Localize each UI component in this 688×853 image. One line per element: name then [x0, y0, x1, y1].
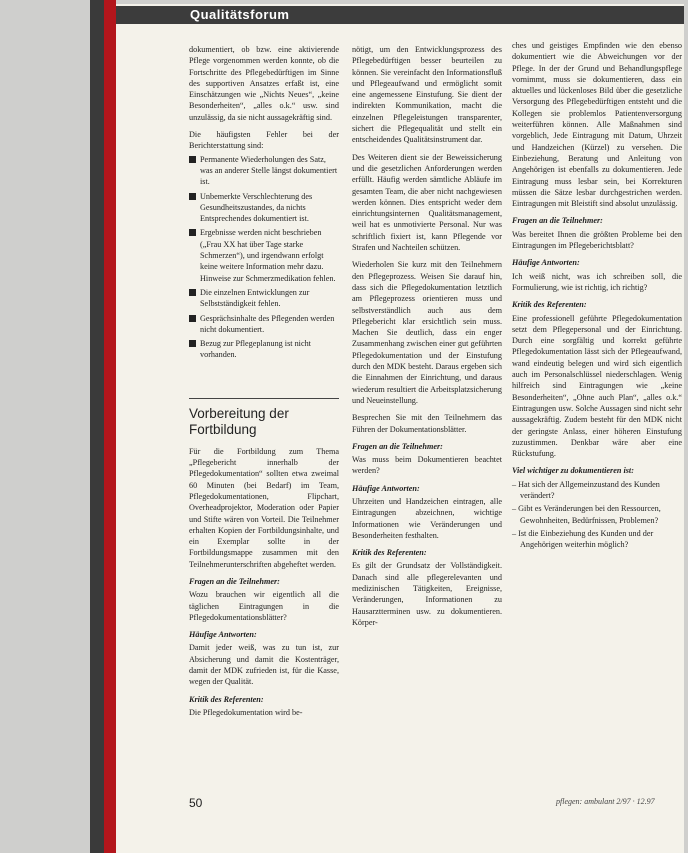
red-margin-bar	[104, 0, 116, 853]
critique-label: Kritik des Referenten:	[512, 300, 587, 310]
paragraph: Ich weiß nicht, was ich schreiben soll, die Formulierung, wie ist richtig, ich richtig?	[512, 271, 682, 292]
square-bullet-icon	[189, 193, 196, 200]
square-bullet-icon	[189, 229, 196, 236]
list-item: – Gibt es Veränderungen bei den Ressourcen, Gewohnheiten, Bedürfnissen, Problemen?	[512, 504, 661, 525]
section-header-bar	[116, 6, 684, 24]
square-bullet-icon	[189, 340, 196, 347]
column-2	[352, 44, 502, 634]
paragraph: Die Pflegedokumentation wird be-	[189, 707, 303, 717]
bullet-item: Gesprächsinhalte des Pflegenden werden nicht dokumentiert.	[189, 313, 339, 336]
list-item: – Ist die Einbeziehung des Kunden und der Angehörigen weiterhin möglich?	[512, 528, 654, 550]
section-heading: Vorbereitung der Fortbildung	[189, 405, 289, 437]
divider	[189, 398, 339, 399]
column-1	[189, 44, 339, 724]
paragraph: Wiederholen Sie kurz mit den Teilnehmern den Pflegeprozess. Weisen Sie darauf hin, dass sich die Pflegedokumentation letztlich am Pflegeprozess orientieren muss und selbstverständlich auch aus dem Pflegebericht klar ersichtlich sein muss. Machen Sie deutlich, dass ein enger Zusammenhang zwischen einer gut geführten Pflegedokumentation und der Einstufung durch den MDK besteht. Daraus ergeben sich die Einnahmen der Einrichtung, und daraus wiederum resultiert die Arbeitsplatzsicherung und Neueinstellung.	[352, 260, 502, 405]
answers-label: Häufige Antworten:	[512, 258, 580, 268]
bullet-item: Unbemerkte Verschlechterung des Gesundheitszustandes, da nichts Entsprechendes dokumentiert ist.	[189, 191, 339, 225]
paragraph: Es gilt der Grundsatz der Vollständigkeit. Danach sind alle pflegerelevanten und medizinischen Tätigkeiten, Ereignisse, Veränderungen, Informationen zu Hausarztterminen usw. zu dokumentieren. Körper-	[352, 561, 502, 627]
square-bullet-icon	[189, 156, 196, 163]
paragraph: Wozu brauchen wir eigentlich all die täglichen Eintragungen in die Pflegedokumentationsblätter?	[189, 590, 339, 622]
paragraph: Für die Fortbildung zum Thema „Pflegebericht innerhalb der Pflegedokumentation“ sollten etwa zweimal 60 Minuten (bei Bedarf) im Team, Pflegedokumentationen, Flipchart, Overheadprojektor, Moderation oder Papier und Stifte wären von Vorteil. Die Teilnehmer erhalten Kopien der Fortbildungsinhalte, und ein Exemplar sollte in der Fortbildungsmappe zusammen mit den Teilnehmerunterschriften abgeheftet werden.	[189, 446, 339, 569]
footer-citation: pflegen: ambulant 2/97 · 12.97	[556, 797, 655, 806]
square-bullet-icon	[189, 315, 196, 322]
paragraph: nötigt, um den Entwicklungsprozess des Pflegebedürftigen besser beurteilen zu können. Sie vereinfacht den Informationsfluß und Pflegeaufwand und ermöglicht somit eine angemessene Einstufung. Sie dient der indirekten Kommunikation, macht die einzelnen Pflegeleistungen transparenter, sichert die Pflegequalität und stellt ein entscheidendes Qualitätsinstrument dar.	[352, 45, 502, 145]
paragraph: Die häufigsten Fehler bei der Berichterstattung sind:	[189, 130, 339, 151]
paragraph: Des Weiteren dient sie der Beweissicherung und die gesetzlichen Anforderungen werden erfüllt. Häufig werden sämtliche Abläufe im gesamten Team, die aber nicht nachgewiesen werden können. Dies entspricht weder dem einrichtungsinternen Qualitätsmanagement, weil hat es unmotivierte Personal. Nur was schriftlich fixiert ist, kann Pflegende vor Strafen und Nachteilen schützen.	[352, 152, 502, 253]
bullet-item: Ergebnisse werden nicht beschrieben („Frau XX hat über Tage starke Schmerzen“), und irgendwann erfolgt keine weitere Information mehr dazu. Hinweise zur Schmerzmedikation fehlen.	[189, 227, 339, 283]
paragraph: dokumentiert, ob bzw. eine aktivierende Pflege vorgenommen werden konnte, ob die Fortschritte des Pflegebedürftigen im Sinne des supportiven Ansatzes erfaßt ist, eine Einschätzungen wie „Nichts Neues“, „keine Besonderheiten“, „alles o.k.“ usw. sind unzulässig, da sie nicht aussagekräftig sind.	[189, 45, 339, 122]
paragraph: Eine professionell geführte Pflegedokumentation setzt dem Pflegepersonal und der Einrichtung. Durch eine sorgfältig und korrekt geführte Pflegedokumentation lässt sich der Pflegeaufwand, wand eindeutig belegen und wird sich eigentlich auch im Personalschlüssel niederschlagen. Wenig hilfreich sind Eintragungen wie „keine Besonderheiten“, „Ohne auch Plan“, „alles o.k.“ Eintragungen usw. Solche Aussagen sind nicht sehr aussagekräftig. Zudem besteht für den MDK nicht der geringste Anlass, einer höheren Einstufung zuzustimmen. Denkbar wäre aber eine Rückstufung.	[512, 313, 682, 459]
page-edge-shadow	[90, 0, 104, 853]
square-bullet-icon	[189, 289, 196, 296]
paragraph: Was bereitet Ihnen die größten Probleme bei den Eintragungen im Pflegeberichtsblatt?	[512, 229, 682, 251]
page-number: 50	[189, 796, 203, 810]
list-title: Viel wichtiger zu dokumentieren ist:	[512, 466, 634, 476]
paragraph: Damit jeder weiß, was zu tun ist, zur Absicherung und damit die Kostenträger, damit der MDK zufrieden ist, für die Kasse, wegen der Qualität.	[189, 643, 339, 687]
question-label: Fragen an die Teilnehmer:	[352, 441, 443, 451]
bullet-item: Die einzelnen Entwicklungen zur Selbstständigkeit fehlen.	[189, 287, 339, 310]
column-3	[512, 40, 682, 552]
paragraph: Besprechen Sie mit den Teilnehmern das Führen der Dokumentationsblätter.	[352, 413, 502, 434]
paragraph: ches und geistiges Empfinden wie den ebenso dokumentiert wie die Abweichungen vor der Pflege. In der der Grund und Behandlungspflege vornimmt, muss sie dokumentieren, dass ein aktuelles und lückenloses Bild über die gesetzliche Versorgung des Pflegebedürftigen entsteht und die Kollegen sie problemlos Patientenversorgung weiterführen können. Alle Maßnahmen sind vorgeblich, Jede Eintragung mit Datum, Uhrzeit und Handzeichen (Kürzel) zu versehen. Die Einbeziehung, Beratung und Anleitung von Angehörigen ist ebenfalls zu dokumentieren. Jede Eintragung muss lesbar sein, bei Korrekturen müssen die Sätze lesbar durchgestrichen werden. Eintragungen mit Bleistift sind absolut unzulässig.	[512, 41, 682, 209]
critique-label: Kritik des Referenten:	[352, 548, 427, 558]
bullet-item: Permanente Wiederholungen des Satz, was an anderer Stelle längst dokumentiert ist.	[189, 154, 339, 188]
paragraph: Uhrzeiten und Handzeichen eintragen, alle Eintragungen abzeichnen, wichtige Informationen wie Veränderungen und Besonderheiten festhalten.	[352, 496, 502, 540]
critique-label: Kritik des Referenten:	[189, 694, 264, 704]
section-title: Qualitätsforum	[190, 7, 290, 22]
answers-label: Häufige Antworten:	[352, 483, 420, 493]
list-item: – Hat sich der Allgemeinzustand des Kunden verändert?	[512, 479, 660, 500]
paragraph: Was muss beim Dokumentieren beachtet werden?	[352, 455, 502, 476]
bullet-item: Bezug zur Pflegeplanung ist nicht vorhanden.	[189, 338, 339, 361]
answers-label: Häufige Antworten:	[189, 630, 257, 640]
question-label: Fragen an die Teilnehmer:	[189, 576, 280, 586]
question-label: Fragen an die Teilnehmer:	[512, 216, 603, 226]
